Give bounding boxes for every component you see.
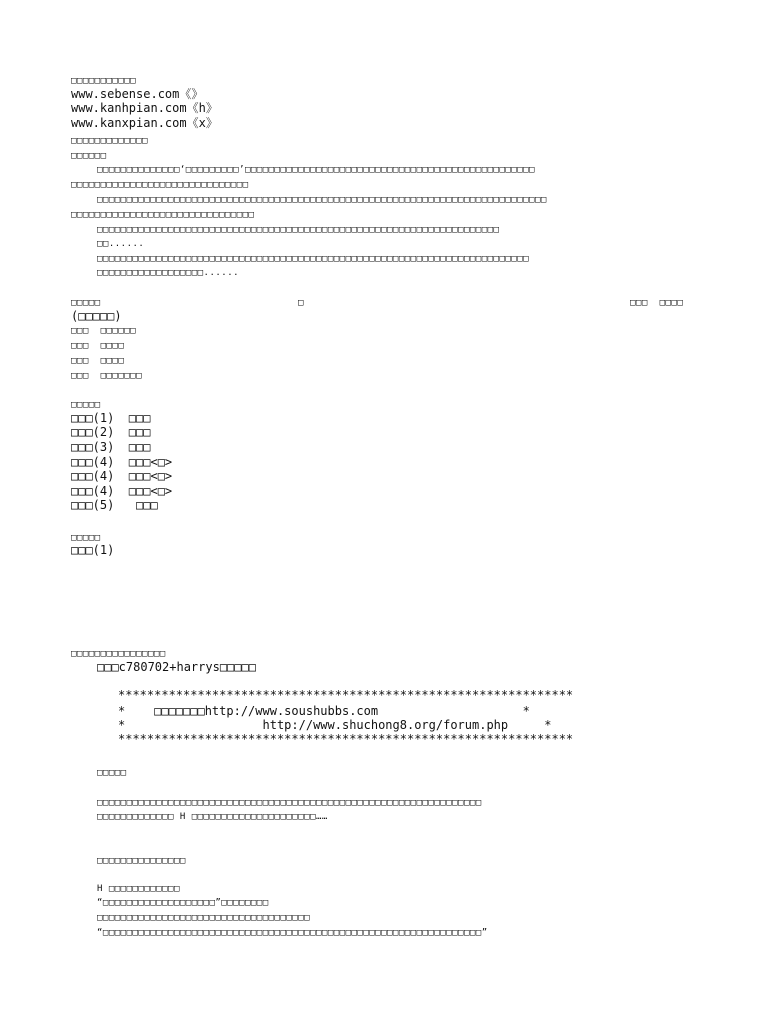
site-url: www.sebense.com《》	[71, 87, 204, 101]
info-row: □□□ □□□□	[71, 341, 125, 351]
paragraph-line: □□□□□□□□□□□□□□□□□□□□□□□□□□□□□□□□□□□□	[97, 913, 311, 923]
banner-border: ***************************************************************	[118, 732, 574, 746]
toc-item[interactable]: □□□(2) □□□	[71, 425, 151, 439]
paragraph-line: □□□□□□□□□□□□□□□□□□□□□□□□□□□□□□□□□□□□□□□□□□□□□□□□□□□□□□□□□□□□□□□□□	[97, 798, 482, 808]
header-line: □□□□□□□□□□□□□	[71, 136, 148, 146]
paragraph-line: □□□□□□□□□□□□□ H □□□□□□□□□□□□□□□□□□□□□……	[97, 812, 328, 822]
toc-item[interactable]: □□□(3) □□□	[71, 440, 151, 454]
header-line: □□□□□□	[71, 151, 107, 161]
intro-text: □□□□□□□□□□□□□□□□□□□□□□□□□□□□□□□	[71, 210, 255, 220]
toc-item[interactable]: □□□(5) □□□	[71, 498, 158, 512]
info-center-mark: □	[298, 298, 304, 308]
body-title: □□□□□□□□□□□□□□□□	[71, 649, 166, 659]
toc-heading: □□□□□	[71, 533, 101, 543]
info-sub: (□□□□□)	[71, 309, 122, 323]
intro-text: □□□□□□□□□□□□□□□□□□□□□□□□□□□□□□	[71, 180, 249, 190]
intro-text: □□□□□□□□□□□□□□□□□□......	[97, 268, 240, 278]
info-heading: □□□□□	[71, 298, 101, 308]
banner-border: ***************************************************************	[118, 688, 574, 702]
intro-text: □□□□□□□□□□□□□□□□□□□□□□□□□□□□□□□□□□□□□□□□□□□□□□□□□□□□□□□□□□□□□□□□□□□□□□□□□□□□	[97, 195, 547, 205]
chapter-heading: □□□□□□□□□□□□□□□	[97, 856, 186, 866]
paragraph-line: “□□□□□□□□□□□□□□□□□□□”□□□□□□□□	[97, 898, 269, 908]
toc-item[interactable]: □□□(4) □□□<□>	[71, 469, 173, 483]
banner-line: * http://www.shuchong8.org/forum.php *	[118, 718, 552, 732]
info-row: □□□ □□□□□□□	[71, 371, 143, 381]
toc-heading: □□□□□	[71, 400, 101, 410]
info-right-text: □□□ □□□□	[630, 298, 684, 308]
intro-text: □□......	[97, 239, 145, 249]
site-url: www.kanhpian.com《h》	[71, 101, 218, 115]
intro-text: □□□□□□□□□□□□□□□□□□□□□□□□□□□□□□□□□□□□□□□□□□□□□□□□□□□□□□□□□□□□□□□□□□□□	[97, 225, 500, 235]
toc-item[interactable]: □□□(1) □□□	[71, 411, 151, 425]
paragraph-line: H □□□□□□□□□□□□	[97, 884, 180, 894]
toc-item[interactable]: □□□(4) □□□<□>	[71, 455, 173, 469]
section-heading: □□□□□	[97, 768, 127, 778]
toc-item[interactable]: □□□(4) □□□<□>	[71, 484, 173, 498]
intro-text: □□□□□□□□□□□□□□‘□□□□□□□□□’□□□□□□□□□□□□□□□□□□□□□□□□□□□□□□□□□□□□□□□□□□□□□□□□□	[97, 165, 535, 175]
header-line: □□□□□□□□□□□	[71, 76, 137, 86]
toc-item[interactable]: □□□(1)	[71, 543, 115, 557]
credit-line: □□□c780702+harrys□□□□□	[97, 660, 256, 674]
site-url: www.kanxpian.com《x》	[71, 116, 218, 130]
info-row: □□□ □□□□□□	[71, 326, 137, 336]
banner-line: * □□□□□□□http://www.soushubbs.com *	[118, 704, 530, 718]
paragraph-line: “□□□□□□□□□□□□□□□□□□□□□□□□□□□□□□□□□□□□□□□□□□□□□□□□□□□□□□□□□□□□□□□□”	[97, 928, 488, 938]
intro-text: □□□□□□□□□□□□□□□□□□□□□□□□□□□□□□□□□□□□□□□□□□□□□□□□□□□□□□□□□□□□□□□□□□□□□□□□□	[97, 254, 530, 264]
info-row: □□□ □□□□	[71, 356, 125, 366]
